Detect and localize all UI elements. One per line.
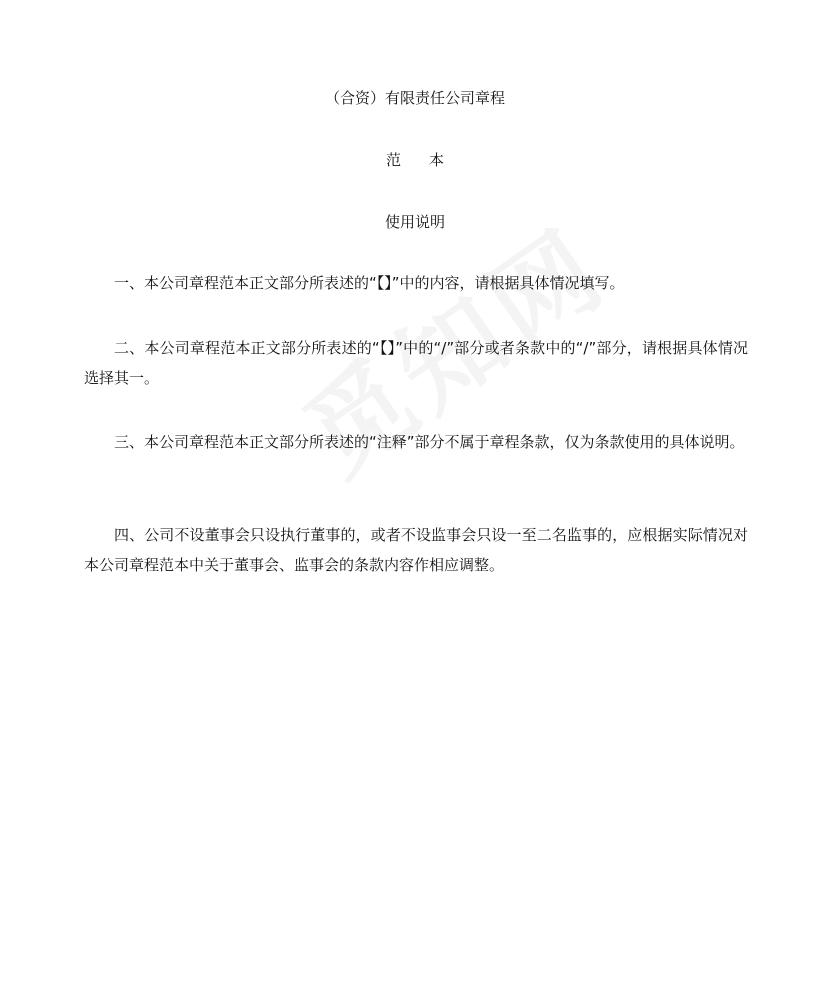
instruction-paragraph-2: 二、本公司章程范本正文部分所表述的“【】”中的“/”部分或者条款中的“/”部分，请根据具体情况选择其一。	[84, 339, 748, 387]
document-title: （合资）有限责任公司章程	[324, 89, 505, 107]
subtitle-char-1: 范	[385, 151, 401, 169]
usage-heading: 使用说明	[384, 213, 445, 231]
instruction-paragraph-1: 一、本公司章程范本正文部分所表述的“【】”中的内容，请根据具体情况填写。	[114, 274, 625, 292]
document-subtitle	[0, 150, 830, 170]
subtitle-char-2: 本	[429, 151, 445, 169]
instruction-paragraph-4: 四、公司不设董事会只设执行董事的，或者不设监事会只设一至二名监事的，应根据实际情况对本公司章程范本中关于董事会、监事会的条款内容作相应调整。	[84, 526, 748, 574]
instruction-paragraph-3: 三、本公司章程范本正文部分所表述的“注释”部分不属于章程条款，仅为条款使用的具体说明。	[114, 433, 745, 451]
